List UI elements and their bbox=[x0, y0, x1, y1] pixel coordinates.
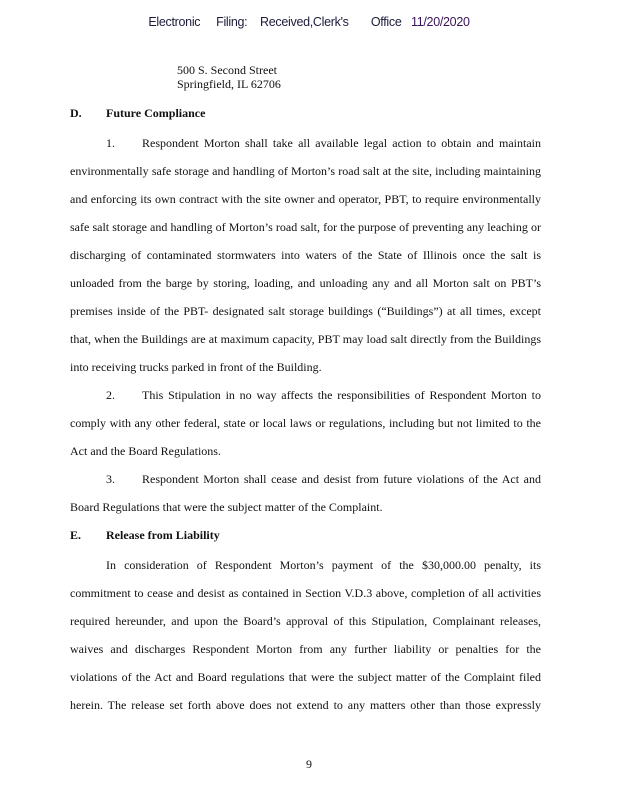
paragraph-line: into receiving trucks parked in front of the Building. bbox=[70, 360, 322, 374]
page-number: 9 bbox=[306, 757, 312, 771]
paragraph-line bbox=[70, 465, 541, 493]
address-block bbox=[177, 63, 281, 91]
paragraph-line: Act and the Board Regulations. bbox=[70, 444, 221, 458]
paragraph-line: Board Regulations that were the subject matter of the Complaint. bbox=[70, 500, 383, 514]
paragraph-line: required hereunder, and upon the Board’s approval of this Stipulation, Complainant releases, bbox=[70, 614, 541, 628]
section-title: Release from Liability bbox=[106, 528, 220, 542]
section-label: D. bbox=[70, 106, 82, 120]
paragraph-text: This Stipulation in no way affects the responsibilities of Respondent Morton to bbox=[142, 388, 541, 402]
paragraph-line: In consideration of Respondent Morton’s payment of the $30,000.00 penalty, its bbox=[106, 558, 541, 572]
paragraph-text: Respondent Morton shall cease and desist from future violations of the Act and bbox=[142, 472, 541, 486]
paragraph-line bbox=[70, 129, 541, 157]
paragraph-line: safe salt storage and handling of Morton’s road salt, for the purpose of preventing any leaching or bbox=[70, 220, 541, 234]
paragraph-line: and enforcing its own contract with the site owner and operator, PBT, to require environmentally bbox=[70, 192, 541, 206]
paragraph-line: unloaded from the barge by storing, loading, and unloading any and all Morton salt on PBT’s bbox=[70, 276, 541, 290]
paragraph-line: discharging of contaminated stormwaters into waters of the State of Illinois once the salt is bbox=[70, 248, 541, 262]
paragraph-line: comply with any other federal, state or local laws or regulations, including but not limited to the bbox=[70, 416, 541, 430]
section-d-paragraphs bbox=[70, 129, 541, 521]
section-title: Future Compliance bbox=[106, 106, 206, 120]
paragraph-line: that, when the Buildings are at maximum capacity, PBT may load salt directly from the Buildings bbox=[70, 332, 541, 346]
section-d-heading bbox=[70, 101, 541, 129]
filing-stamp-header bbox=[0, 15, 618, 29]
address-line: Springfield, IL 62706 bbox=[177, 77, 281, 91]
document-body bbox=[70, 101, 541, 719]
paragraph-line: premises inside of the PBT- designated salt storage buildings (“Buildings”) at all times, except bbox=[70, 304, 541, 318]
section-e-heading bbox=[70, 523, 541, 551]
paragraph-number: 3. bbox=[106, 472, 115, 486]
section-label: E. bbox=[70, 528, 82, 542]
paragraph-number: 1. bbox=[106, 136, 115, 150]
paragraph-line: herein. The release set forth above does not extend to any matters other than those expressly bbox=[70, 698, 541, 712]
paragraph-line bbox=[70, 381, 541, 409]
paragraph-line: commitment to cease and desist as contained in Section V.D.3 above, completion of all activities bbox=[70, 586, 541, 600]
paragraph-line: waives and discharges Respondent Morton from any further liability or penalties for the bbox=[70, 642, 541, 656]
paragraph-text: Respondent Morton shall take all available legal action to obtain and maintain bbox=[142, 136, 541, 150]
address-line: 500 S. Second Street bbox=[177, 63, 277, 77]
filing-date: 11/20/2020 bbox=[411, 15, 470, 29]
paragraph-line: environmentally safe storage and handling of Morton’s road salt at the site, including maintaining bbox=[70, 164, 541, 178]
paragraph-number: 2. bbox=[106, 388, 115, 402]
paragraph-line: violations of the Act and Board regulations that were the subject matter of the Complaint filed bbox=[70, 670, 541, 684]
filing-stamp-text: Electronic Filing: Received,Clerk's Office bbox=[148, 15, 402, 29]
section-e-paragraph bbox=[70, 551, 541, 719]
